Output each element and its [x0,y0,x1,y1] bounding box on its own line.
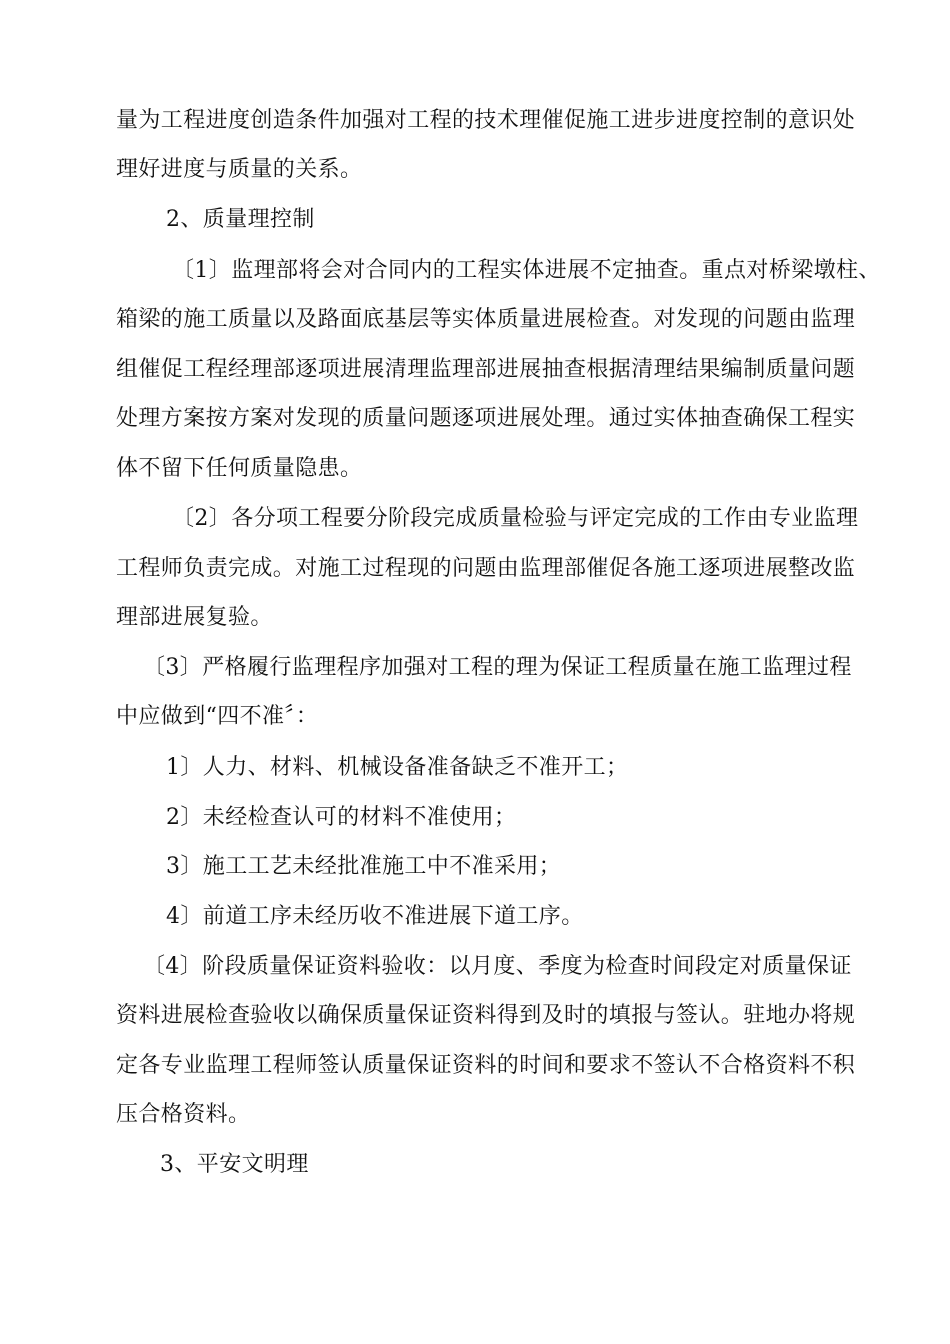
text-line: 定各专业监理工程师签认质量保证资料的时间和要求不签认不合格资料不积 [116,1053,856,1078]
text-line: 资料进展检查验收以确保质量保证资料得到及时的填报与签认。驻地办将规 [116,1003,856,1028]
section-heading: 2、质量理控制 [166,207,315,232]
text-line: 理部进展复验。 [116,605,273,630]
text-line: 中应做到“四不准〞： [116,704,319,729]
text-line: 〔2〕各分项工程要分阶段完成质量检验与评定完成的工作由专业监理 [172,506,859,531]
list-item: 1〕人力、材料、机械设备准备缺乏不准开工； [166,755,629,780]
list-item: 4〕前道工序未经历收不准进展下道工序。 [166,904,584,929]
text-line: 理好进度与质量的关系。 [116,157,363,182]
text-line: 组催促工程经理部逐项进展清理监理部进展抽查根据清理结果编制质量问题 [116,357,856,382]
text-line: 处理方案按方案对发现的质量问题逐项进展处理。通过实体抽查确保工程实 [116,406,856,431]
text-line: 箱梁的施工质量以及路面底基层等实体质量进展检查。对发现的问题由监理 [116,307,856,332]
text-line: 〔1〕监理部将会对合同内的工程实体进展不定抽查。重点对桥梁墩柱、 [172,258,881,283]
text-line: 〔3〕严格履行监理程序加强对工程的理为保证工程质量在施工监理过程 [143,655,852,680]
text-line: 压合格资料。 [116,1102,251,1127]
text-line: 〔4〕阶段质量保证资料验收：以月度、季度为检查时间段定对质量保证 [143,954,852,979]
text-line: 工程师负责完成。对施工过程现的问题由监理部催促各施工逐项进展整改监 [116,556,856,581]
text-line: 体不留下任何质量隐患。 [116,456,363,481]
section-heading: 3、平安文明理 [160,1152,309,1177]
list-item: 2〕未经检查认可的材料不准使用； [166,805,517,830]
list-item: 3〕施工工艺未经批准施工中不准采用； [166,854,562,879]
text-line: 量为工程进度创造条件加强对工程的技术理催促施工进步进度控制的意识处 [116,108,856,133]
